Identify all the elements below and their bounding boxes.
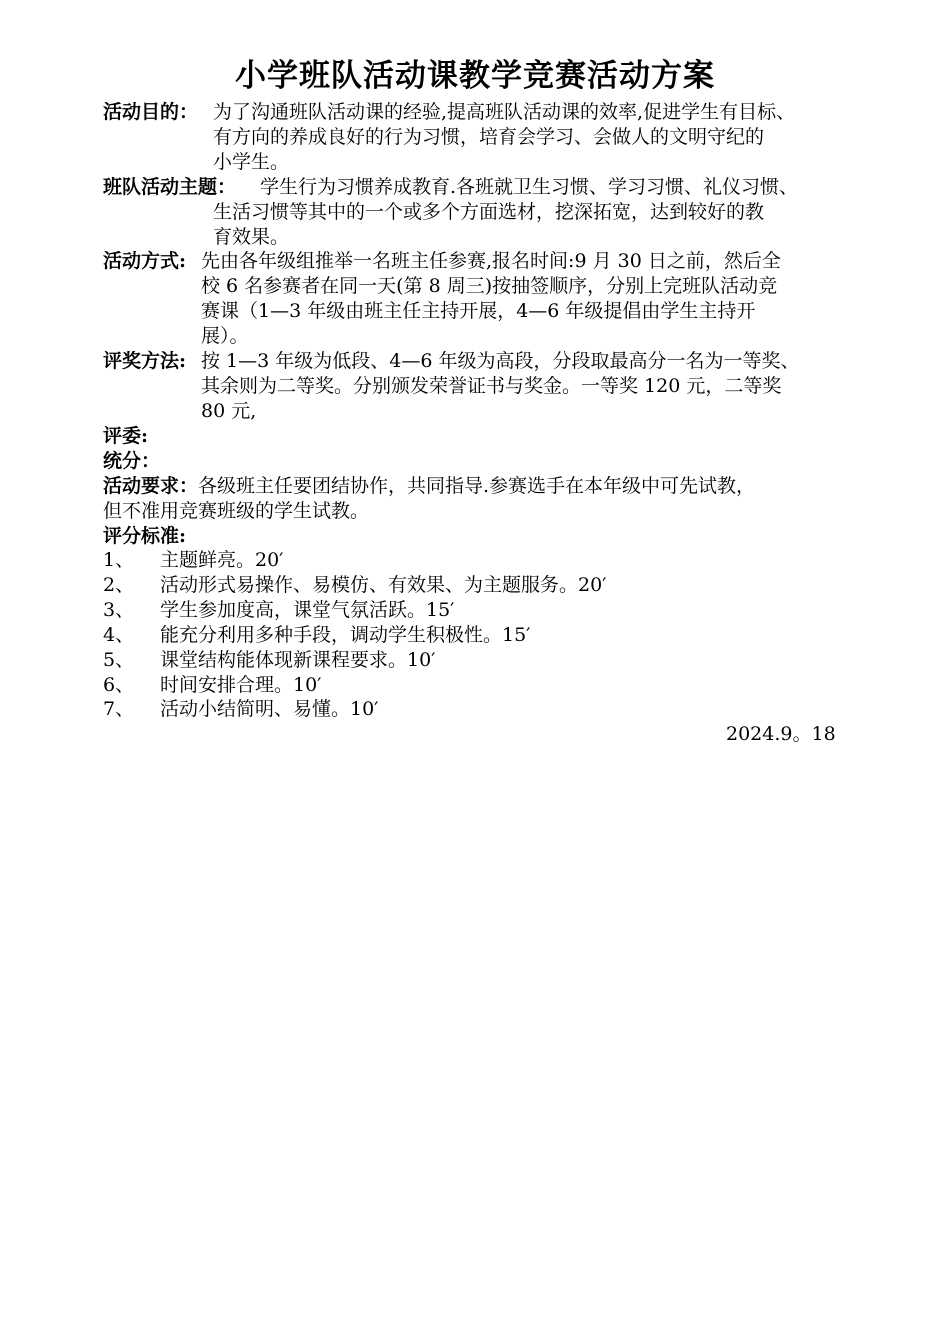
requirement-text: 各级班主任要团结协作，共同指导.参赛选手在本年级中可先试教， [198,475,756,497]
criteria-text: 时间安排合理。10′ [160,674,322,696]
requirement-label: 活动要求： [103,475,199,497]
method-label: 活动方式: [103,250,187,272]
theme-line-1: 学生行为习惯养成教育.各班就卫生习惯、学习习惯、礼仪习惯、 [260,176,799,198]
criteria-text: 活动形式易操作、易模仿、有效果、为主题服务。20′ [160,574,607,596]
criteria-text: 活动小结简明、易懂。10′ [160,698,379,720]
method-line-2: 校 6 名参赛者在同一天(第 8 周三)按抽签顺序，分别上完班队活动竞 [201,275,778,297]
award-line-2: 其余则为二等奖。分别颁发荣誉证书与奖金。一等奖 120 元，二等奖 [201,375,782,397]
method-line-4: 展）。 [201,325,249,347]
award-line-1: 按 1—3 年级为低段、4—6 年级为高段，分段取最高分一名为一等奖、 [201,350,800,372]
theme-label: 班队活动主题： [103,176,237,198]
document-title: 小学班队活动课教学竞赛活动方案 [235,58,715,94]
theme-line-3: 育效果。 [213,226,290,248]
criteria-text: 主题鲜亮。20′ [160,549,284,571]
criteria-number: 6、 [103,674,135,696]
scoring-label: 统分： [103,450,161,472]
judges-label: 评委: [103,425,149,447]
purpose-line-3: 小学生。 [213,151,290,173]
requirement-line-2: 但不准用竞赛班级的学生试教。 [103,500,370,522]
criteria-number: 4、 [103,624,135,646]
award-line-3: 80 元, [201,400,257,422]
theme-line-2: 生活习惯等其中的一个或多个方面选材，挖深拓宽，达到较好的教 [213,201,765,223]
method-line-1: 先由各年级组推举一名班主任参赛,报名时间:9 月 30 日之前，然后全 [201,250,781,272]
criteria-text: 学生参加度高，课堂气氛活跃。15′ [160,599,455,621]
criteria-label: 评分标准: [103,525,187,547]
purpose-line-2: 有方向的养成良好的行为习惯，培育会学习、会做人的文明守纪的 [213,126,765,148]
criteria-number: 3、 [103,599,135,621]
criteria-number: 2、 [103,574,135,596]
criteria-number: 1、 [103,549,135,571]
criteria-text: 课堂结构能体现新课程要求。10′ [160,649,436,671]
purpose-label: 活动目的： [103,101,199,123]
criteria-number: 5、 [103,649,135,671]
criteria-text: 能充分利用多种手段，调动学生积极性。15′ [160,624,531,646]
criteria-number: 7、 [103,698,135,720]
award-label: 评奖方法: [103,350,187,372]
requirement-line-1 [103,474,755,499]
document-date: 2024.9。18 [726,723,836,745]
purpose-line-1: 为了沟通班队活动课的经验,提高班队活动课的效率,促进学生有目标、 [213,101,796,123]
method-line-3: 赛课（1—3 年级由班主任主持开展，4—6 年级提倡由学生主持开 [201,300,756,322]
